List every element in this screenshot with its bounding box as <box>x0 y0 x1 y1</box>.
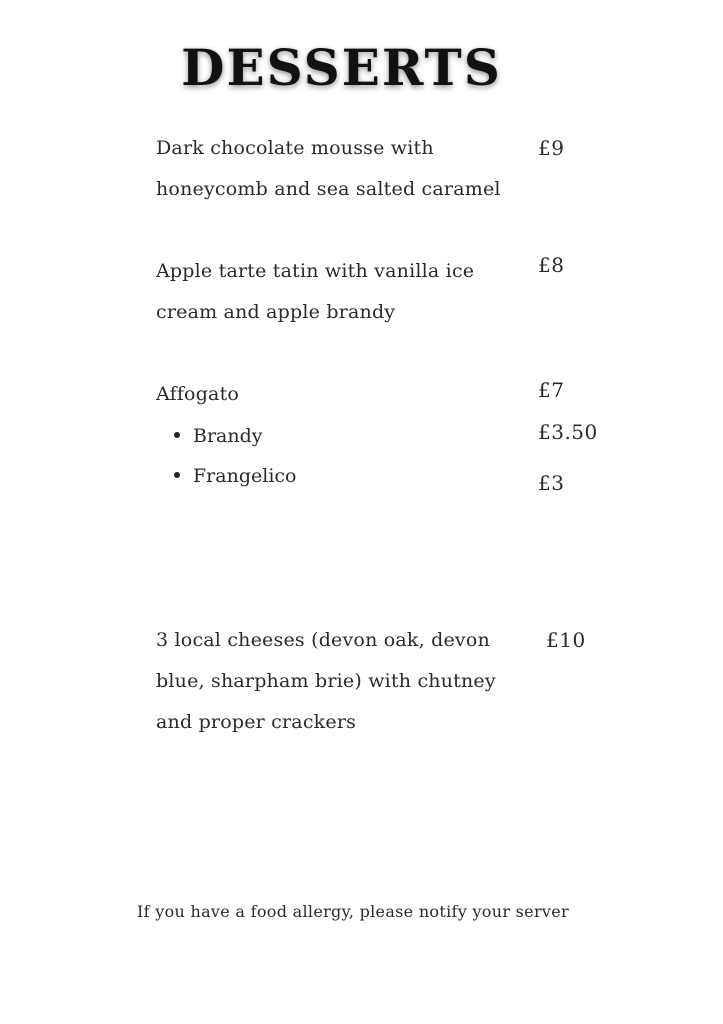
menu-item-price: £8 <box>538 253 565 277</box>
description-line: blue, sharpham brie) with chutney <box>156 670 496 692</box>
menu-title: DESSERTS <box>181 38 502 97</box>
menu-item-price: £7 <box>538 378 565 402</box>
description-line: and proper crackers <box>156 711 357 733</box>
list-item <box>174 462 296 490</box>
menu-item-description <box>156 620 526 743</box>
description-line: Apple tarte tatin with vanilla ice <box>156 260 475 282</box>
menu-item-price: £9 <box>538 136 565 160</box>
description-line: Dark chocolate mousse with <box>156 137 434 159</box>
menu-item-name: Affogato <box>156 383 240 405</box>
option-price: £3.50 <box>538 420 598 444</box>
menu-item-description <box>156 251 526 333</box>
menu-item-price: £10 <box>546 628 586 652</box>
bullet-icon <box>174 432 180 438</box>
option-label: Frangelico <box>193 465 297 487</box>
description-line: 3 local cheeses (devon oak, devon <box>156 629 490 651</box>
allergy-notice: If you have a food allergy, please notify your server <box>137 902 569 921</box>
option-label: Brandy <box>193 425 263 447</box>
option-price: £3 <box>538 471 565 495</box>
menu-item-description <box>156 128 526 210</box>
list-item <box>174 422 263 450</box>
menu-item-description <box>156 374 526 415</box>
description-line: honeycomb and sea salted caramel <box>156 178 501 200</box>
description-line: cream and apple brandy <box>156 301 396 323</box>
bullet-icon <box>174 472 180 478</box>
